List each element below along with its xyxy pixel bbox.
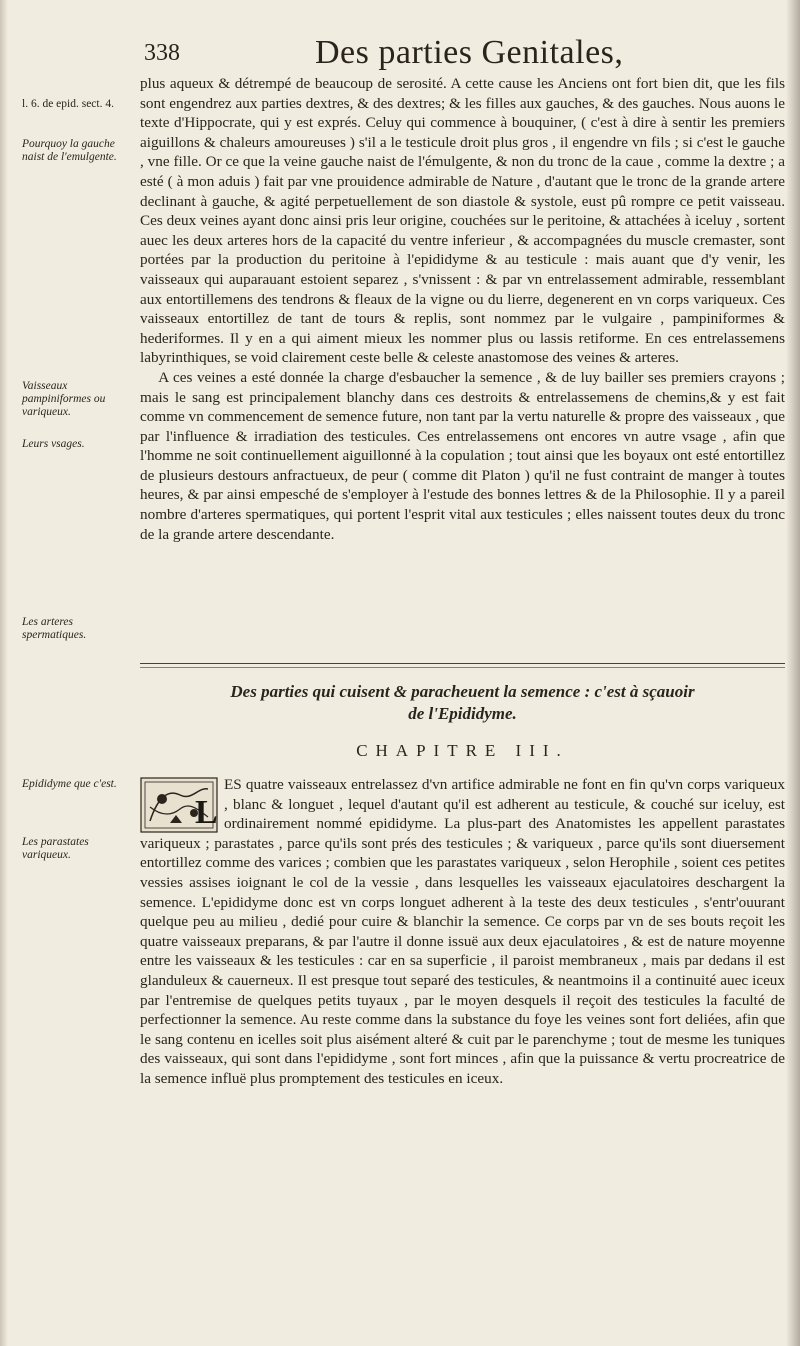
decorated-initial-icon — [140, 777, 218, 833]
page-edge-shadow — [786, 0, 800, 1346]
section-title — [140, 681, 785, 725]
paragraph: plus aqueux & détrempé de beaucoup de serosité. A cette cause les Anciens ont fort bien dit, que les fils sont engendrez aux parties dextres, & des dextres; & les filles aux gauches, & des gauches. Nous auons le texte d'Hippocrate, qui y est exprés. Celuy qui commence à bouquiner, ( c'est à dire à sentir les premiers aiguillons & chaleurs amoureuses ) s'il a le testicule droit plus gros , il engendre vn fils ; si c'est le gauche , vne fille. Or ce que la veine gauche naist de l'émulgente, & non du tronc de la caue , comme la dextre ; a esté ( à mon aduis ) fait par vne prouidence admirable de Nature , d'autant que le tronc de la grande artere declinant à gauche, & agité perpetuellement de son diastole & systole, eust pû rompre ce petit vaisseau. Ces deux veines ayant donc ainsi pris leur origine, couchées sur le peritoine, & attachées à iceluy , sortent auec les deux arteres hors de la capacité du ventre inferieur , & accompagnées du muscle cremaster, sont portées par la production du peritoine à l'epididyme & au testicule : mais auant que d'y venir, les vaisseaux qui auparauant estoient separez , s'vnissent : & par vn entrelassement admirable, ressemblant aux entortillemens des tendrons & fleaux de la vigne ou du lierre, degenerent en vn corps variqueux. Ces vaisseaux entortillez de tant de tours & replis, sont nommez par le vulgaire , pampiniformes & hederiformes. Il y en a qui aiment mieux les nommer plus ou lassis retiforme. En ces entrelassemens labyrinthiques, se void clairement ceste belle & celeste anastomose des veines & arteres. — [140, 75, 785, 367]
running-title: Des parties Genitales, — [315, 34, 624, 71]
page-header — [140, 34, 780, 74]
text-block-2 — [140, 775, 785, 1089]
section-title-line: de l'Epididyme. — [408, 704, 517, 723]
margin-note-emulgente: Pourquoy la gauche naist de l'emulgente. — [22, 138, 117, 163]
section-title-line: Des parties qui cuisent & paracheuent la semence : c'est à sçauoir — [230, 682, 695, 701]
margin-reference: l. 6. de epid. sect. 4. — [22, 98, 114, 110]
svg-text:L: L — [195, 794, 218, 831]
section-rule — [140, 663, 785, 664]
chapter-heading: CHAPITRE III. — [356, 741, 569, 760]
paragraph: A ces veines a esté donnée la charge d'esbaucher la semence , & de luy bailler ses premiers crayons ; mais le sang est principalement blanchy dans ces destroits & entrelassemens de chemins,& y est fait comme vn commencement de semence future, non tant par la vertu naturelle & propre des vaisseaux , que par l'influence & irradiation des testicules. Ces entrelassemens ont encores vn autre vsage , afin que l'homme ne soit continuellement aiguillonné à la copulation ; tout ainsi que les boyaux ont esté entortillez de plusieurs destours anfractueux, de peur ( comme dit Platon ) qu'il ne fust contraint de manger à toutes heures, & par ainsi empesché de s'employer à l'estude des bonnes lettres & de la Philosophie. Il y a pareil nombre d'arteres spermatiques, qui portent l'esprit vital aux testicules ; elles naissent toutes deux du tronc de la grande artere descendante. — [140, 368, 785, 543]
margin-note-vsages: Leurs vsages. — [22, 438, 85, 450]
margin-note-parastates: Les parastates variqueux. — [22, 836, 89, 861]
text-block-1 — [140, 74, 785, 544]
page-number: 338 — [144, 40, 180, 66]
section-rule-thin — [140, 667, 785, 668]
paragraph: ES quatre vaisseaux entrelassez d'vn artifice admirable ne font en fin qu'vn corps variqueux , blanc & longuet , lequel d'autant qu'il est adherent au testicule, & couché sur iceluy, est ordinairement nommé epididyme. La plus-part des Anatomistes les appellent parastates variqueux ; parastates , parce qu'ils sont prés des testicules ; & variqueux , parce qu'ils sont diuersement entortillez comme des varices ; combien que les parastates variqueux , selon Herophile , soient ces petites vessies assises ioignant le col de la vessie , dans lesquelles les vaisseaux ejaculatoires deschargent la semence. L'epididyme donc est vn corps longuet adherent à la teste des deux testicules , s'entr'ouurant quelque peu au milieu , dedié pour cuire & blanchir la semence. Ce corps par vn de ses bouts reçoit les quatre vaisseaux preparans, & par l'autre il donne issuë aux deux ejaculatoires , & est de nature moyenne entre les vaisseaux & les testicules : car en sa superficie , il paroist membraneux , mais par dedans il est glanduleux & cauerneux. Il est presque tout separé des testicules, & neantmoins il a continuité auec iceux par l'entremise de quelques petits tuyaux , par le moyen desquels il reçoit des testicules la faculté de perfectionner la semence. Au reste comme dans la substance du foye les veines sont fort deliées, afin que le sang contenu en icelles soit plus aisément alteré & cuit par le parenchyme ; tout de mesme les tuniques des vaisseaux, qui sont dans l'epididyme , sont fort minces , afin que la puissance & vertu procreatrice de la semence influë plus promptement des testicules en iceux. — [140, 776, 785, 1087]
margin-note-epididyme: Epididyme que c'est. — [22, 778, 117, 790]
margin-note-vaisseaux: Vaisseaux pampiniformes ou variqueux. — [22, 380, 106, 418]
margin-note-arteres: Les arteres spermatiques. — [22, 616, 87, 641]
gutter-shadow — [0, 0, 8, 1346]
